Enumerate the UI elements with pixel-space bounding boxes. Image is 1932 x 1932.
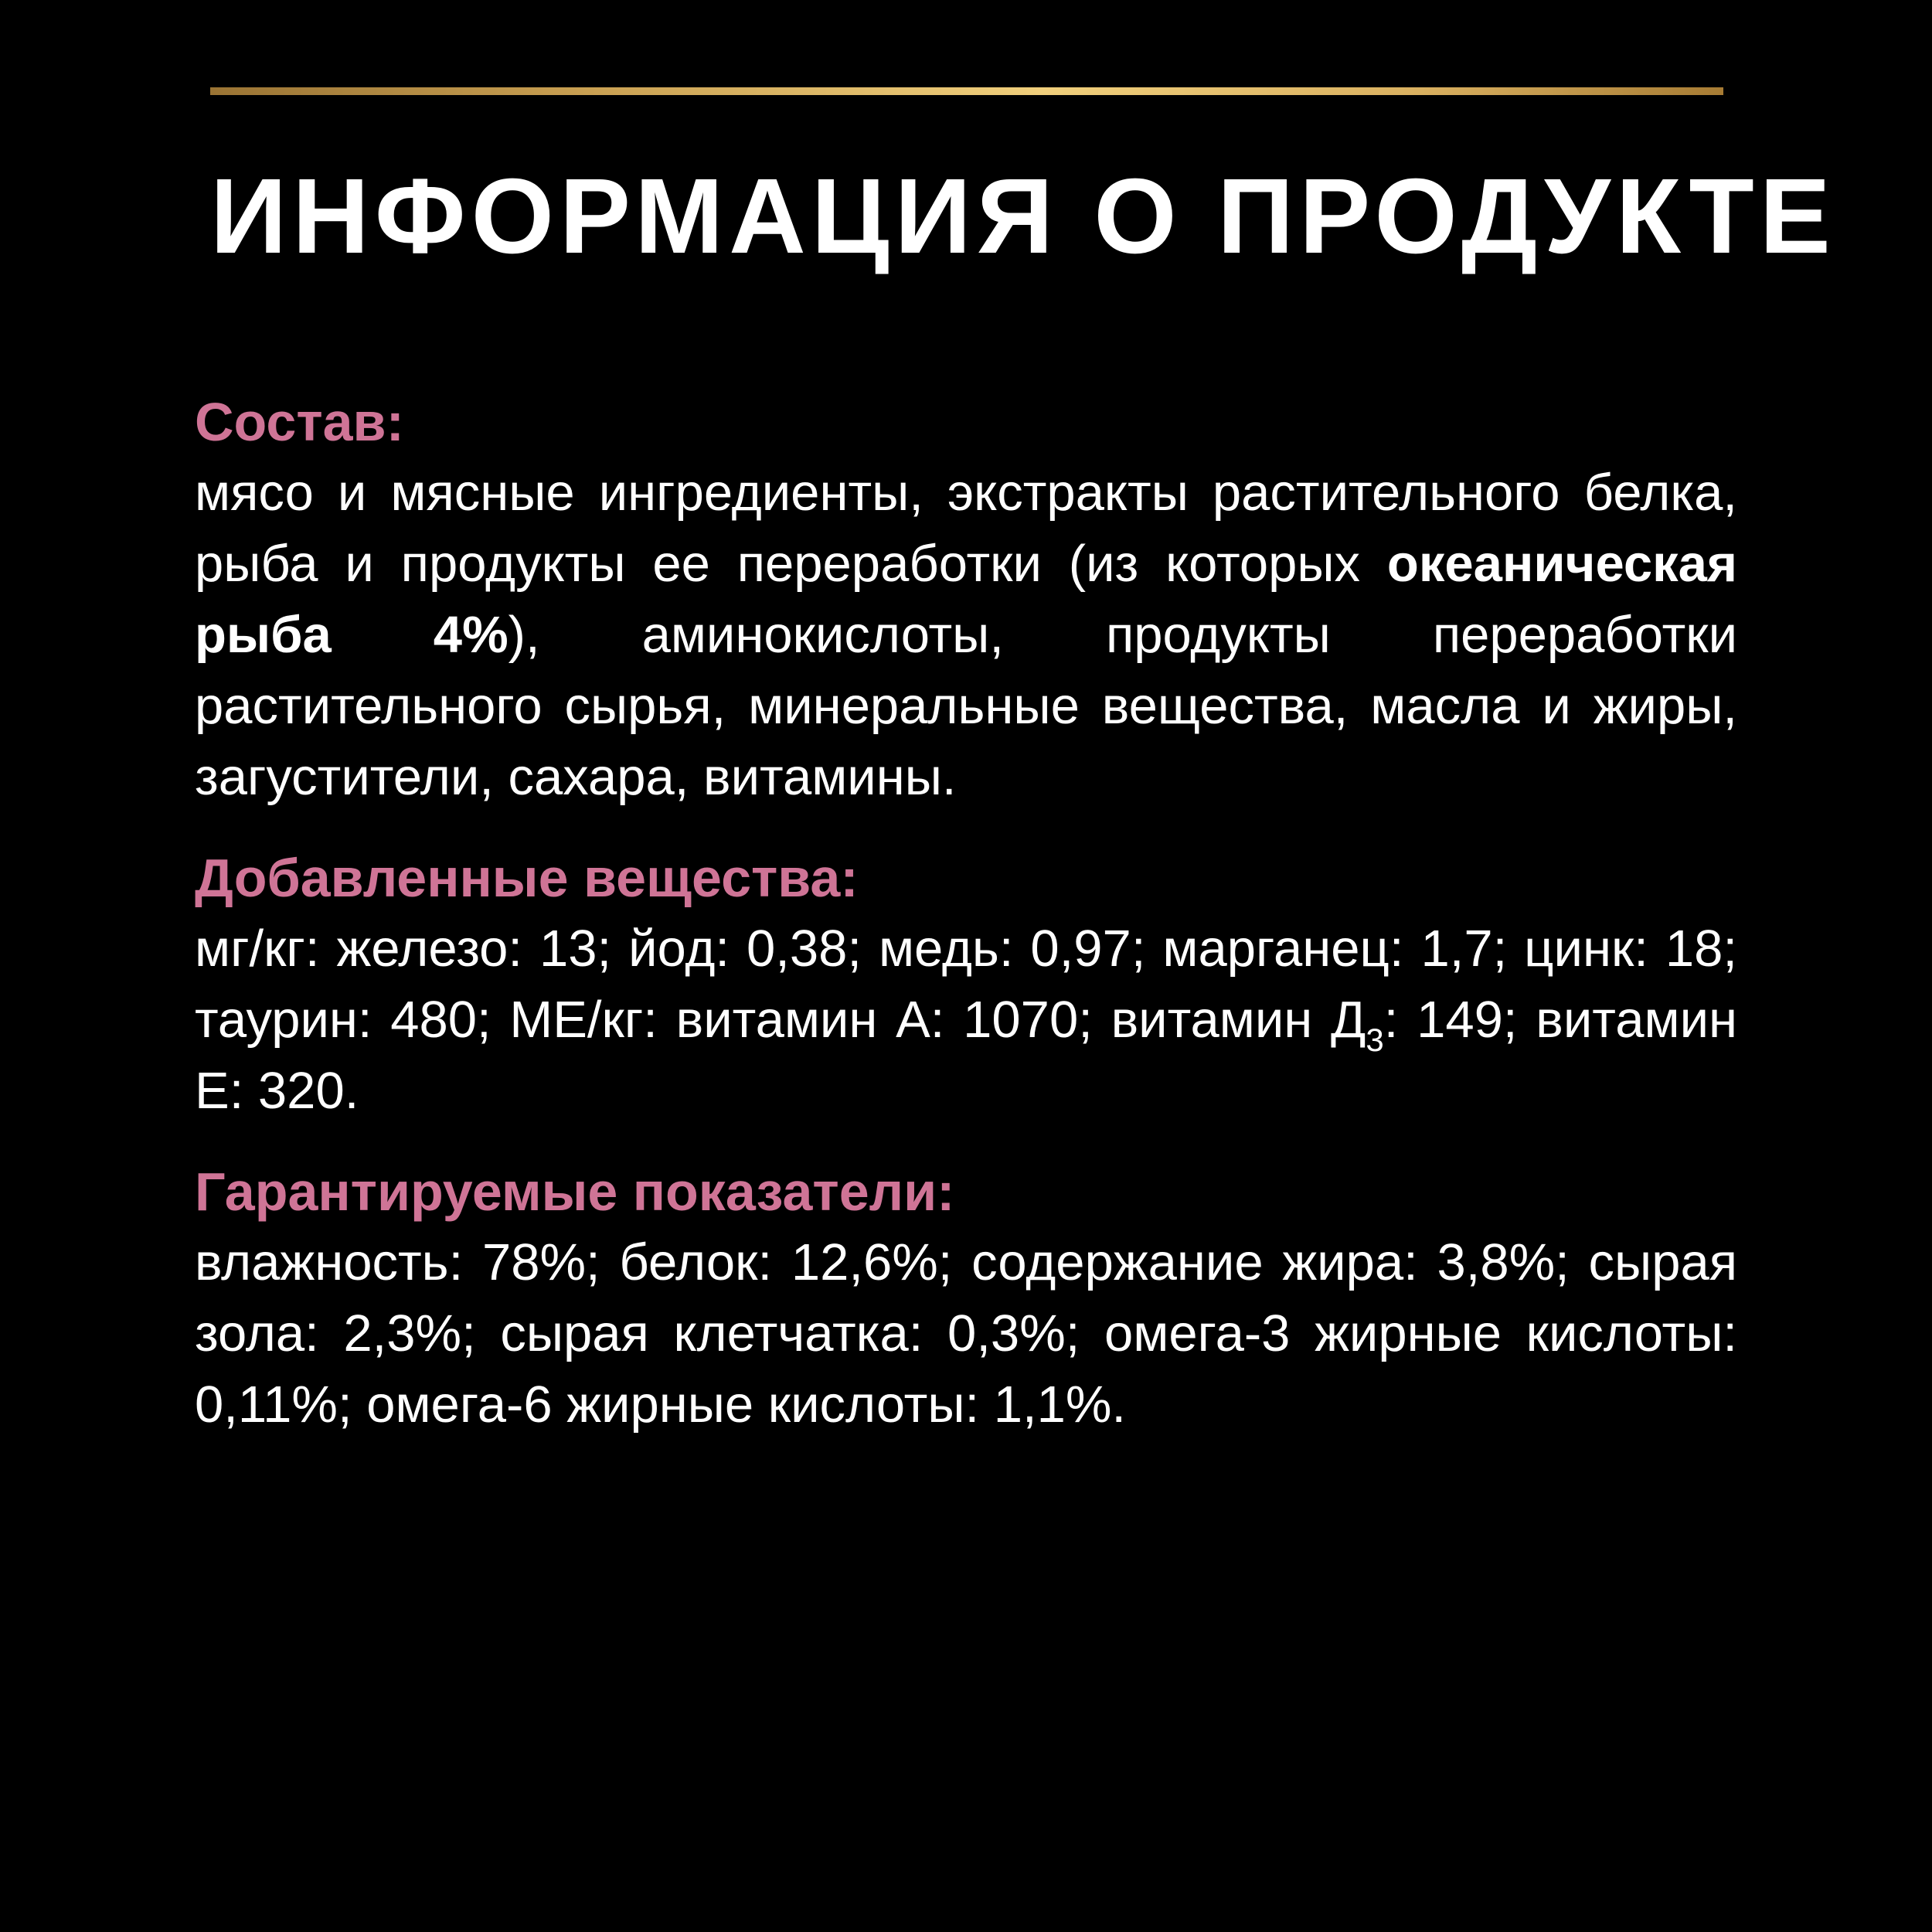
composition-section xyxy=(195,386,1737,813)
composition-heading: Состав: xyxy=(195,392,404,452)
guaranteed-text: влажность: 78%; белок: 12,6%; содержание жира: 3,8%; сырая зола: 2,3%; сырая клетчатка: 0,3%; омега-3 жирные кислоты: 0,11%; омега-6 жирные кислоты: 1,1%. xyxy=(195,1233,1737,1434)
additives-text-end: : 149; витамин Е: 320. xyxy=(195,991,1737,1120)
additives-section xyxy=(195,842,1737,1127)
guaranteed-heading: Гарантируемые показатели: xyxy=(195,1162,955,1222)
composition-text-end: ), аминокислоты, продукты переработки растительного сырья, минеральные вещества, масла и жиры, загустители, сахара, витамины. xyxy=(195,606,1737,806)
gold-divider xyxy=(210,87,1723,95)
guaranteed-section xyxy=(195,1156,1737,1440)
additives-heading: Добавленные вещества: xyxy=(195,848,859,908)
product-info-content xyxy=(195,386,1737,1470)
page-title: ИНФОРМАЦИЯ О ПРОДУКТЕ xyxy=(210,157,1836,276)
vitamin-d-subscript: 3 xyxy=(1366,1022,1384,1058)
composition-text xyxy=(195,457,1737,813)
additives-text-start: мг/кг: железо: 13; йод: 0,38; медь: 0,97; марганец: 1,7; цинк: 18; таурин: 480; МЕ/кг: витамин А: 1070; витамин Д xyxy=(195,920,1737,1049)
composition-bold-ingredient: океаническая рыба 4% xyxy=(195,535,1737,664)
composition-text-start: мясо и мясные ингредиенты, экстракты растительного белка, рыба и продукты ее переработки (из которых xyxy=(195,464,1737,593)
additives-text xyxy=(195,913,1737,1127)
